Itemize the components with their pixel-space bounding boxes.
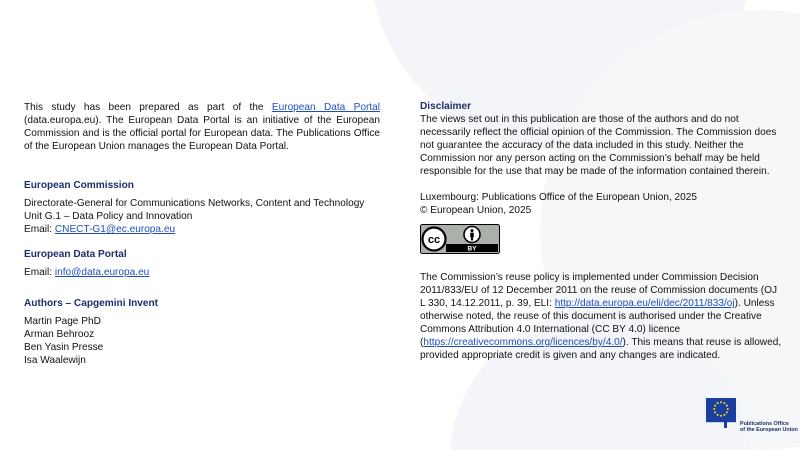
logo-line-2: of the European Union (740, 427, 798, 434)
edp-email-link[interactable]: info@data.europa.eu (54, 267, 150, 278)
edp-heading: European Data Portal (24, 249, 127, 260)
reuse-policy-paragraph (420, 271, 782, 362)
ec-email-link[interactable]: CNECT-G1@ec.europa.eu (54, 224, 176, 235)
reuse-text-2: ). Unless otherwise noted, the reuse of this document is authorised under the Creative Commons Attribution 4.0 International (CC BY 4.0) licence ( (420, 298, 775, 348)
ec-email-label: Email: (24, 224, 55, 235)
cc-by-license-badge[interactable] (420, 224, 500, 254)
intro-text-1: This study has been prepared as part of the (24, 102, 272, 113)
copyright-line: © European Union, 2025 (420, 205, 532, 216)
left-column (24, 100, 380, 367)
ec-heading: European Commission (24, 180, 134, 191)
ec-contact (24, 197, 380, 236)
disclaimer-heading: Disclaimer (420, 101, 472, 112)
authors-list (24, 315, 380, 367)
ec-directorate: Directorate-General for Communications Networks, Content and Technology (24, 198, 365, 209)
eli-link[interactable]: http://data.europa.eu/eli/dec/2011/833/oj (554, 298, 735, 309)
ec-email-line (24, 223, 380, 236)
reuse-text-1: The Commission’s reuse policy is implemented under Commission Decision 2011/833/EU of 12 December 2011 on the reuse of Commission documents (OJ L 330, 14.12.2011, p. 39, ELI: (420, 272, 778, 309)
person-icon (464, 227, 480, 243)
edp-email-label: Email: (24, 267, 55, 278)
ec-unit: Unit G.1 – Data Policy and Innovation (24, 211, 193, 222)
author-item: Arman Behrooz (24, 329, 95, 340)
logo-line-1: Publications Office (740, 421, 789, 427)
intro-text-2: (data.europa.eu). The European Data Portal is an initiative of the European Commission and is the official portal for European data. The Publications Office of the European Union manages the European Data Portal. (24, 115, 380, 152)
european-data-portal-link[interactable]: European Data Portal (271, 102, 380, 113)
reuse-text-3: ). This means that reuse is allowed, provided appropriate credit is given and any changes are indicated. (420, 337, 782, 361)
cc-icon (423, 228, 446, 251)
author-item: Ben Yasin Presse (24, 342, 104, 353)
edp-email-line (24, 266, 380, 279)
cc-badge-text: BY (467, 245, 477, 253)
eu-flag-icon (706, 398, 736, 428)
disclaimer-text: The views set out in this publication are those of the authors and do not necessarily reflect the official opinion of the Commission. The Commission does not guarantee the accuracy of the data included in this study. Neither the Commission nor any person acting on the Commission’s behalf may be held responsible for the use that may be made of the information contained therein. (420, 114, 777, 177)
publisher-line: Luxembourg: Publications Office of the European Union, 2025 (420, 192, 698, 203)
author-item: Isa Waalewijn (24, 355, 86, 366)
cc-licence-link[interactable]: https://creativecommons.org/licences/by/4.0/ (423, 337, 623, 348)
svg-text:cc: cc (427, 234, 441, 246)
right-column (420, 100, 782, 362)
authors-heading: Authors – Capgemini Invent (24, 298, 159, 309)
author-item: Martin Page PhD (24, 316, 101, 327)
publications-office-logo-text (740, 421, 798, 434)
intro-paragraph (24, 101, 380, 153)
